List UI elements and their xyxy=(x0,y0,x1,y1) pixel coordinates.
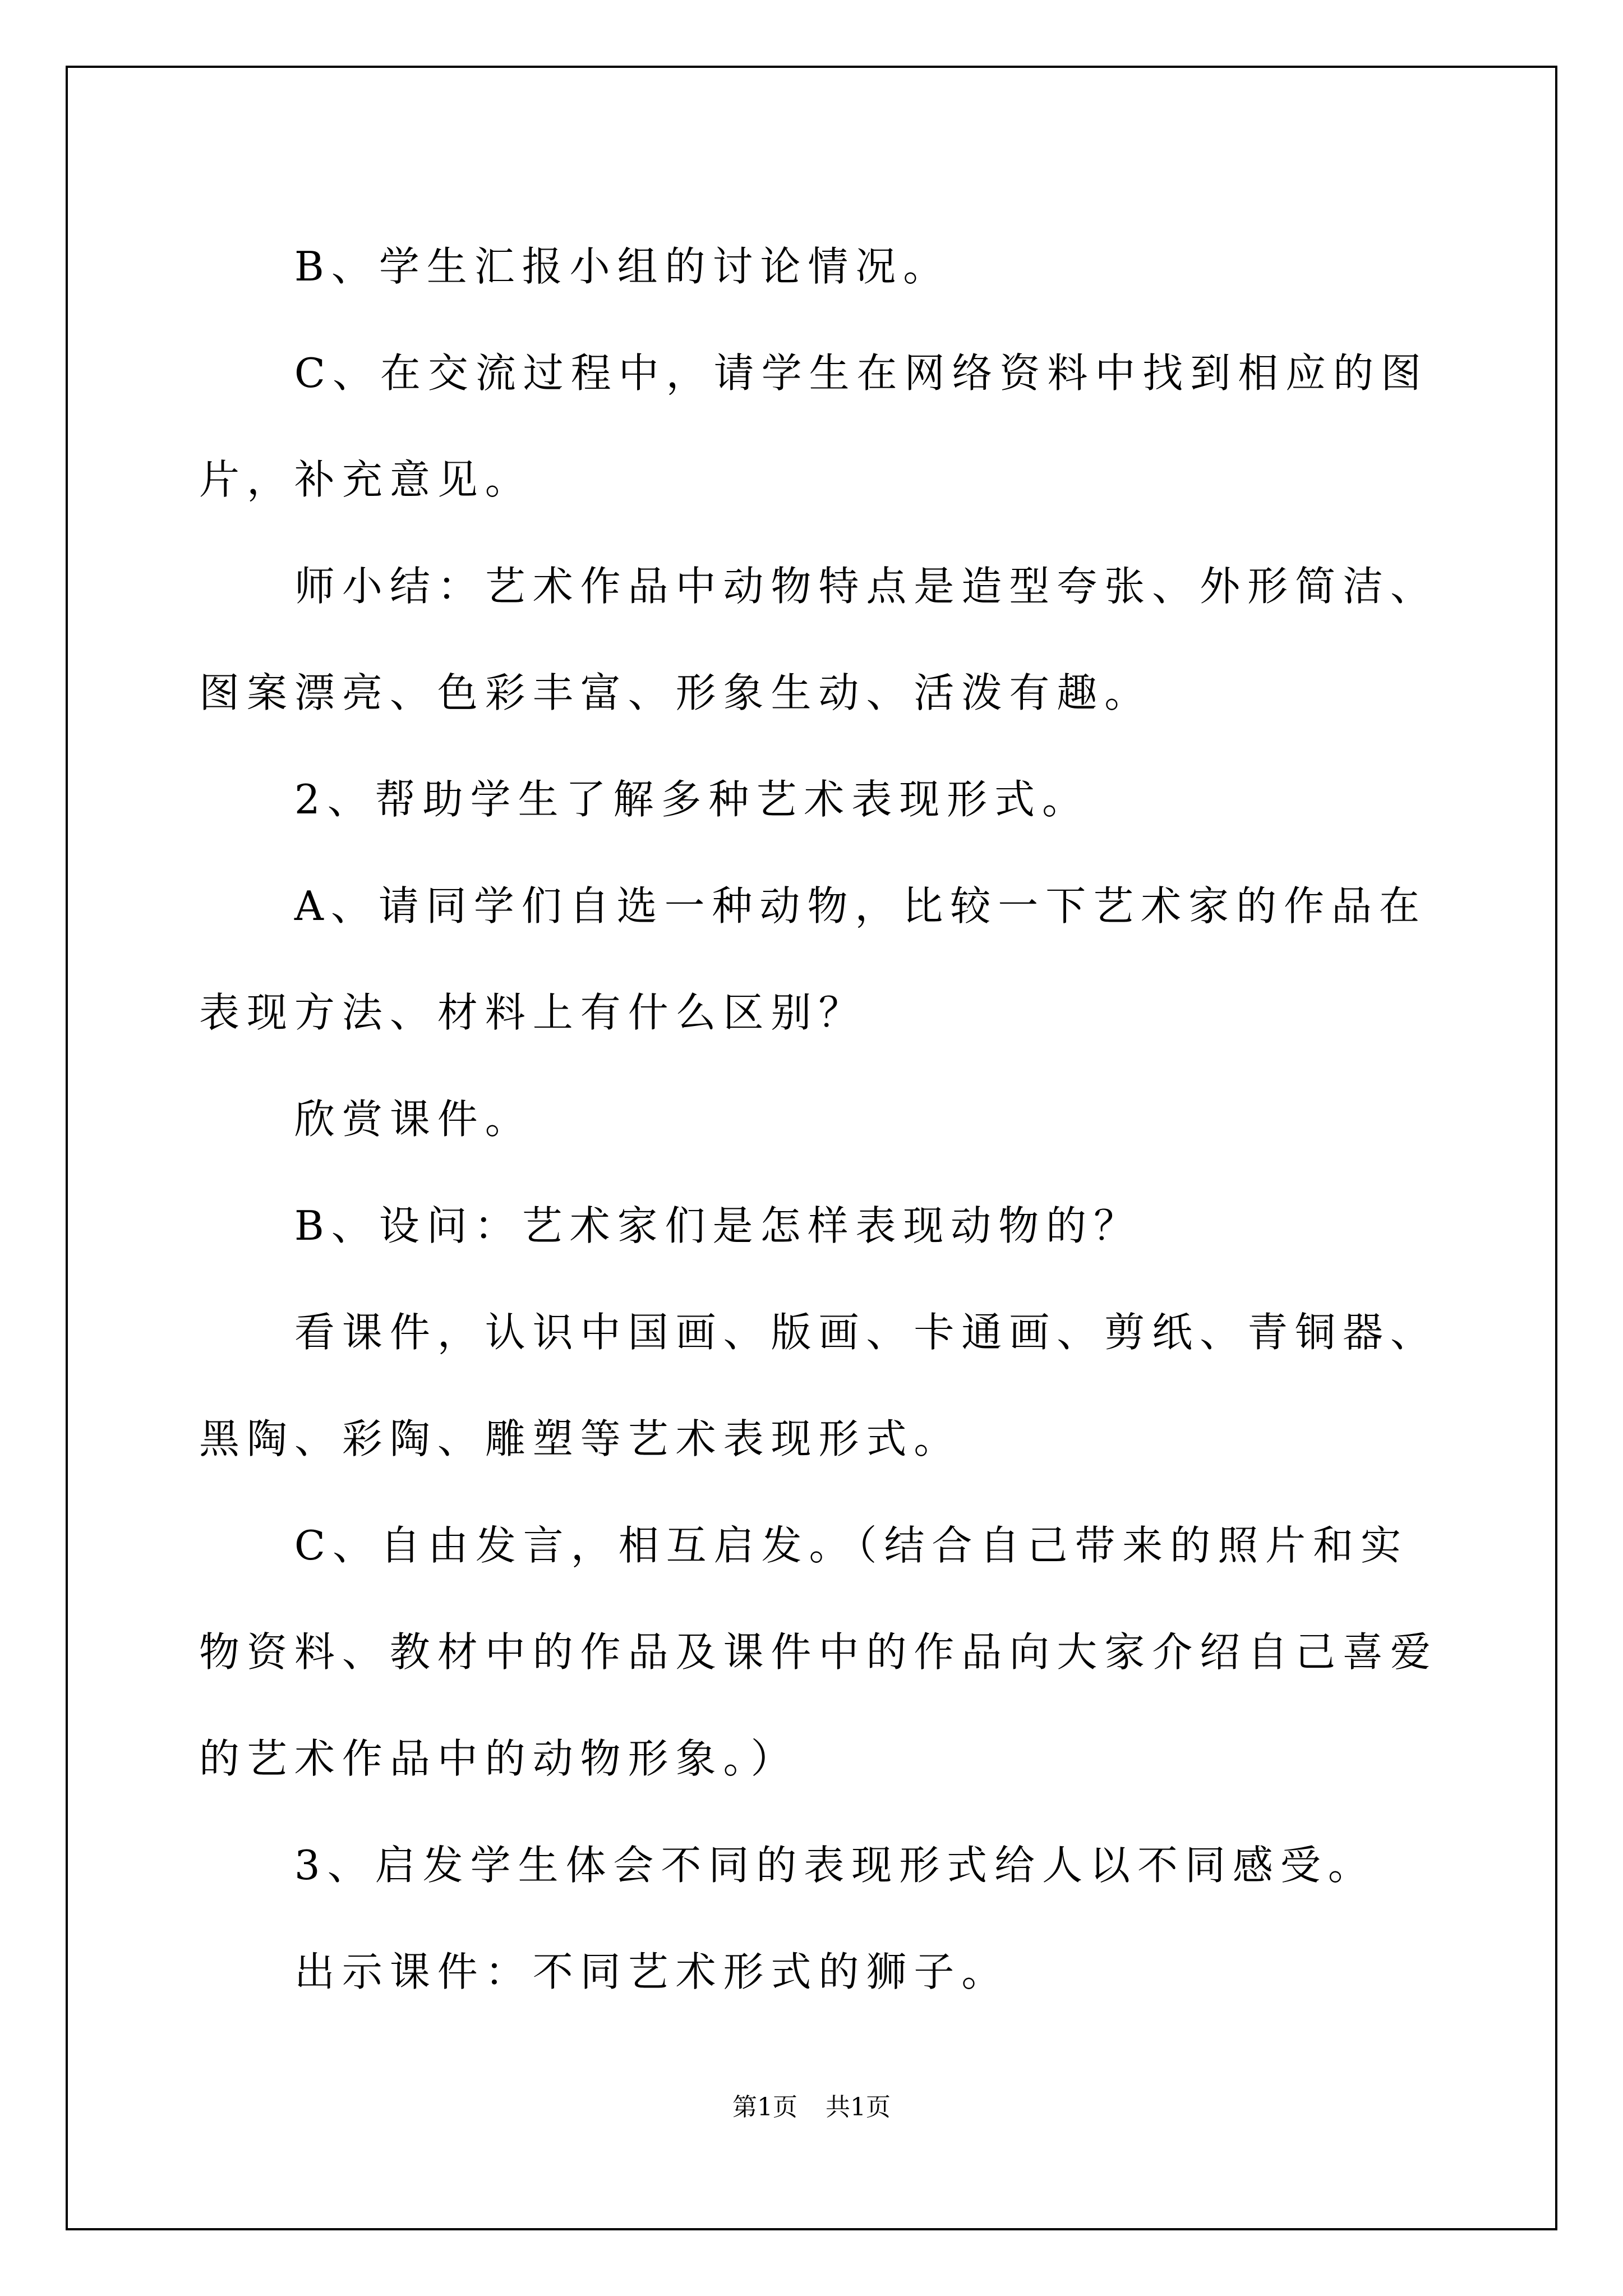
paragraph-2: C、在交流过程中，请学生在网络资料中找到相应的图片，补充意见。 xyxy=(199,349,1429,503)
paragraph-3: 师小结：艺术作品中动物特点是造型夸张、外形简洁、图案漂亮、色彩丰富、形象生动、活泼有趣。 xyxy=(199,563,1438,716)
paragraph-10: 3、启发学生体会不同的表现形式给人以不同感受。 xyxy=(294,1842,1376,1889)
page-number-total: 共1页 xyxy=(826,2093,891,2122)
paragraph-4: 2、帮助学生了解多种艺术表现形式。 xyxy=(294,776,1090,823)
paragraph-11: 出示课件：不同艺术形式的狮子。 xyxy=(294,1948,1009,1995)
paragraph-5: A、请同学们自选一种动物，比较一下艺术家的作品在表现方法、材料上有什么区别？ xyxy=(199,882,1427,1036)
paragraph-6: 欣赏课件。 xyxy=(294,1096,533,1143)
page-footer xyxy=(0,2087,1623,2123)
paragraph-8: 看课件，认识中国画、版画、卡通画、剪纸、青铜器、黑陶、彩陶、雕塑等艺术表现形式。 xyxy=(199,1309,1438,1462)
paragraph-9: C、自由发言，相互启发。（结合自己带来的照片和实物资料、教材中的作品及课件中的作品向大家介绍自己喜爱的艺术作品中的动物形象。） xyxy=(199,1522,1438,1782)
paragraph-7: B、设问：艺术家们是怎样表现动物的？ xyxy=(294,1202,1142,1249)
page-number-current: 第1页 xyxy=(732,2093,797,2122)
document-body xyxy=(199,213,1441,2025)
paragraph-1: B、学生汇报小组的讨论情况。 xyxy=(294,243,951,290)
